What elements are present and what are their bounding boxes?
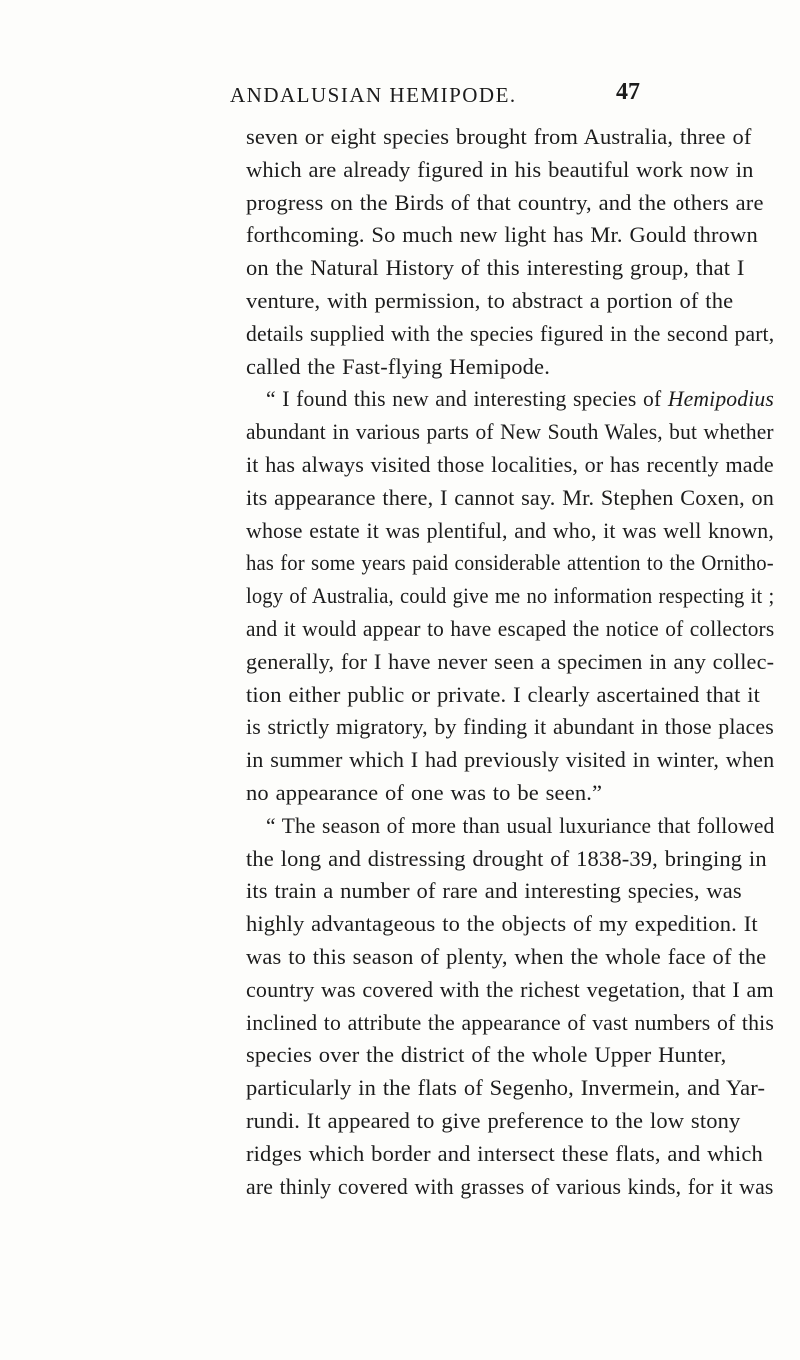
text-line: species over the district of the whole Upper Hunter,	[246, 1042, 727, 1068]
text-line: particularly in the flats of Segenho, Invermein, and Yar-	[246, 1075, 766, 1101]
text-line: on the Natural History of this interesting group, that I	[246, 255, 745, 281]
running-head	[200, 79, 640, 113]
text-line: has for some years paid considerable attention to the Ornitho-	[246, 550, 774, 576]
text-line: its train a number of rare and interesting species, was	[246, 878, 742, 904]
text-line: no appearance of one was to be seen.”	[246, 780, 603, 805]
text-line: its appearance there, I cannot say. Mr. Stephen Coxen, on	[246, 484, 775, 510]
text-line-paragraph-start: “ The season of more than usual luxuriance that followed	[266, 812, 775, 838]
text-line: the long and distressing drought of 1838-39, bringing in	[246, 845, 767, 871]
text-line: in summer which I had previously visited in winter, when	[246, 747, 775, 773]
text-line: it has always visited those localities, or has recently made	[246, 452, 774, 477]
text-line: highly advantageous to the objects of my expedition. It	[246, 911, 758, 937]
page-number: 47	[616, 79, 640, 105]
text-line: venture, with permission, to abstract a portion of the	[246, 288, 734, 313]
running-title: ANDALUSIAN HEMIPODE.	[230, 83, 517, 107]
text-line: tion either public or private. I clearly ascertained that it	[246, 681, 761, 707]
genus-name: Hemipodius	[667, 386, 774, 412]
text-line: progress on the Birds of that country, and the others are	[246, 189, 764, 215]
quote-text: “ I found this new and interesting species of	[266, 386, 662, 412]
text-line: which are already figured in his beautiful work now in	[246, 156, 754, 182]
text-line: was to this season of plenty, when the whole face of the	[246, 944, 767, 969]
text-line: country was covered with the richest vegetation, that I am	[246, 976, 774, 1002]
text-line: details supplied with the species figured in the second part,	[246, 320, 775, 346]
text-line: whose estate it was plentiful, and who, it was well known,	[246, 517, 774, 543]
text-line: rundi. It appeared to give preference to the low stony	[246, 1108, 741, 1133]
text-line: logy of Australia, could give me no information respecting it ;	[246, 583, 775, 609]
text-line: called the Fast-flying Hemipode.	[246, 353, 550, 379]
text-line: abundant in various parts of New South Wales, but whether	[246, 419, 774, 445]
text-line: forthcoming. So much new light has Mr. Gould thrown	[246, 222, 758, 248]
text-line: inclined to attribute the appearance of vast numbers of this	[246, 1009, 774, 1035]
text-line: ridges which border and intersect these flats, and which	[246, 1140, 763, 1166]
text-line: and it would appear to have escaped the notice of collectors	[246, 616, 775, 641]
text-line: is strictly migratory, by finding it abundant in those places	[246, 714, 774, 740]
text-line: generally, for I have never seen a specimen in any collec-	[246, 648, 775, 674]
text-line: seven or eight species brought from Australia, three of	[246, 124, 752, 149]
text-line: are thinly covered with grasses of various kinds, for it was	[246, 1173, 774, 1199]
